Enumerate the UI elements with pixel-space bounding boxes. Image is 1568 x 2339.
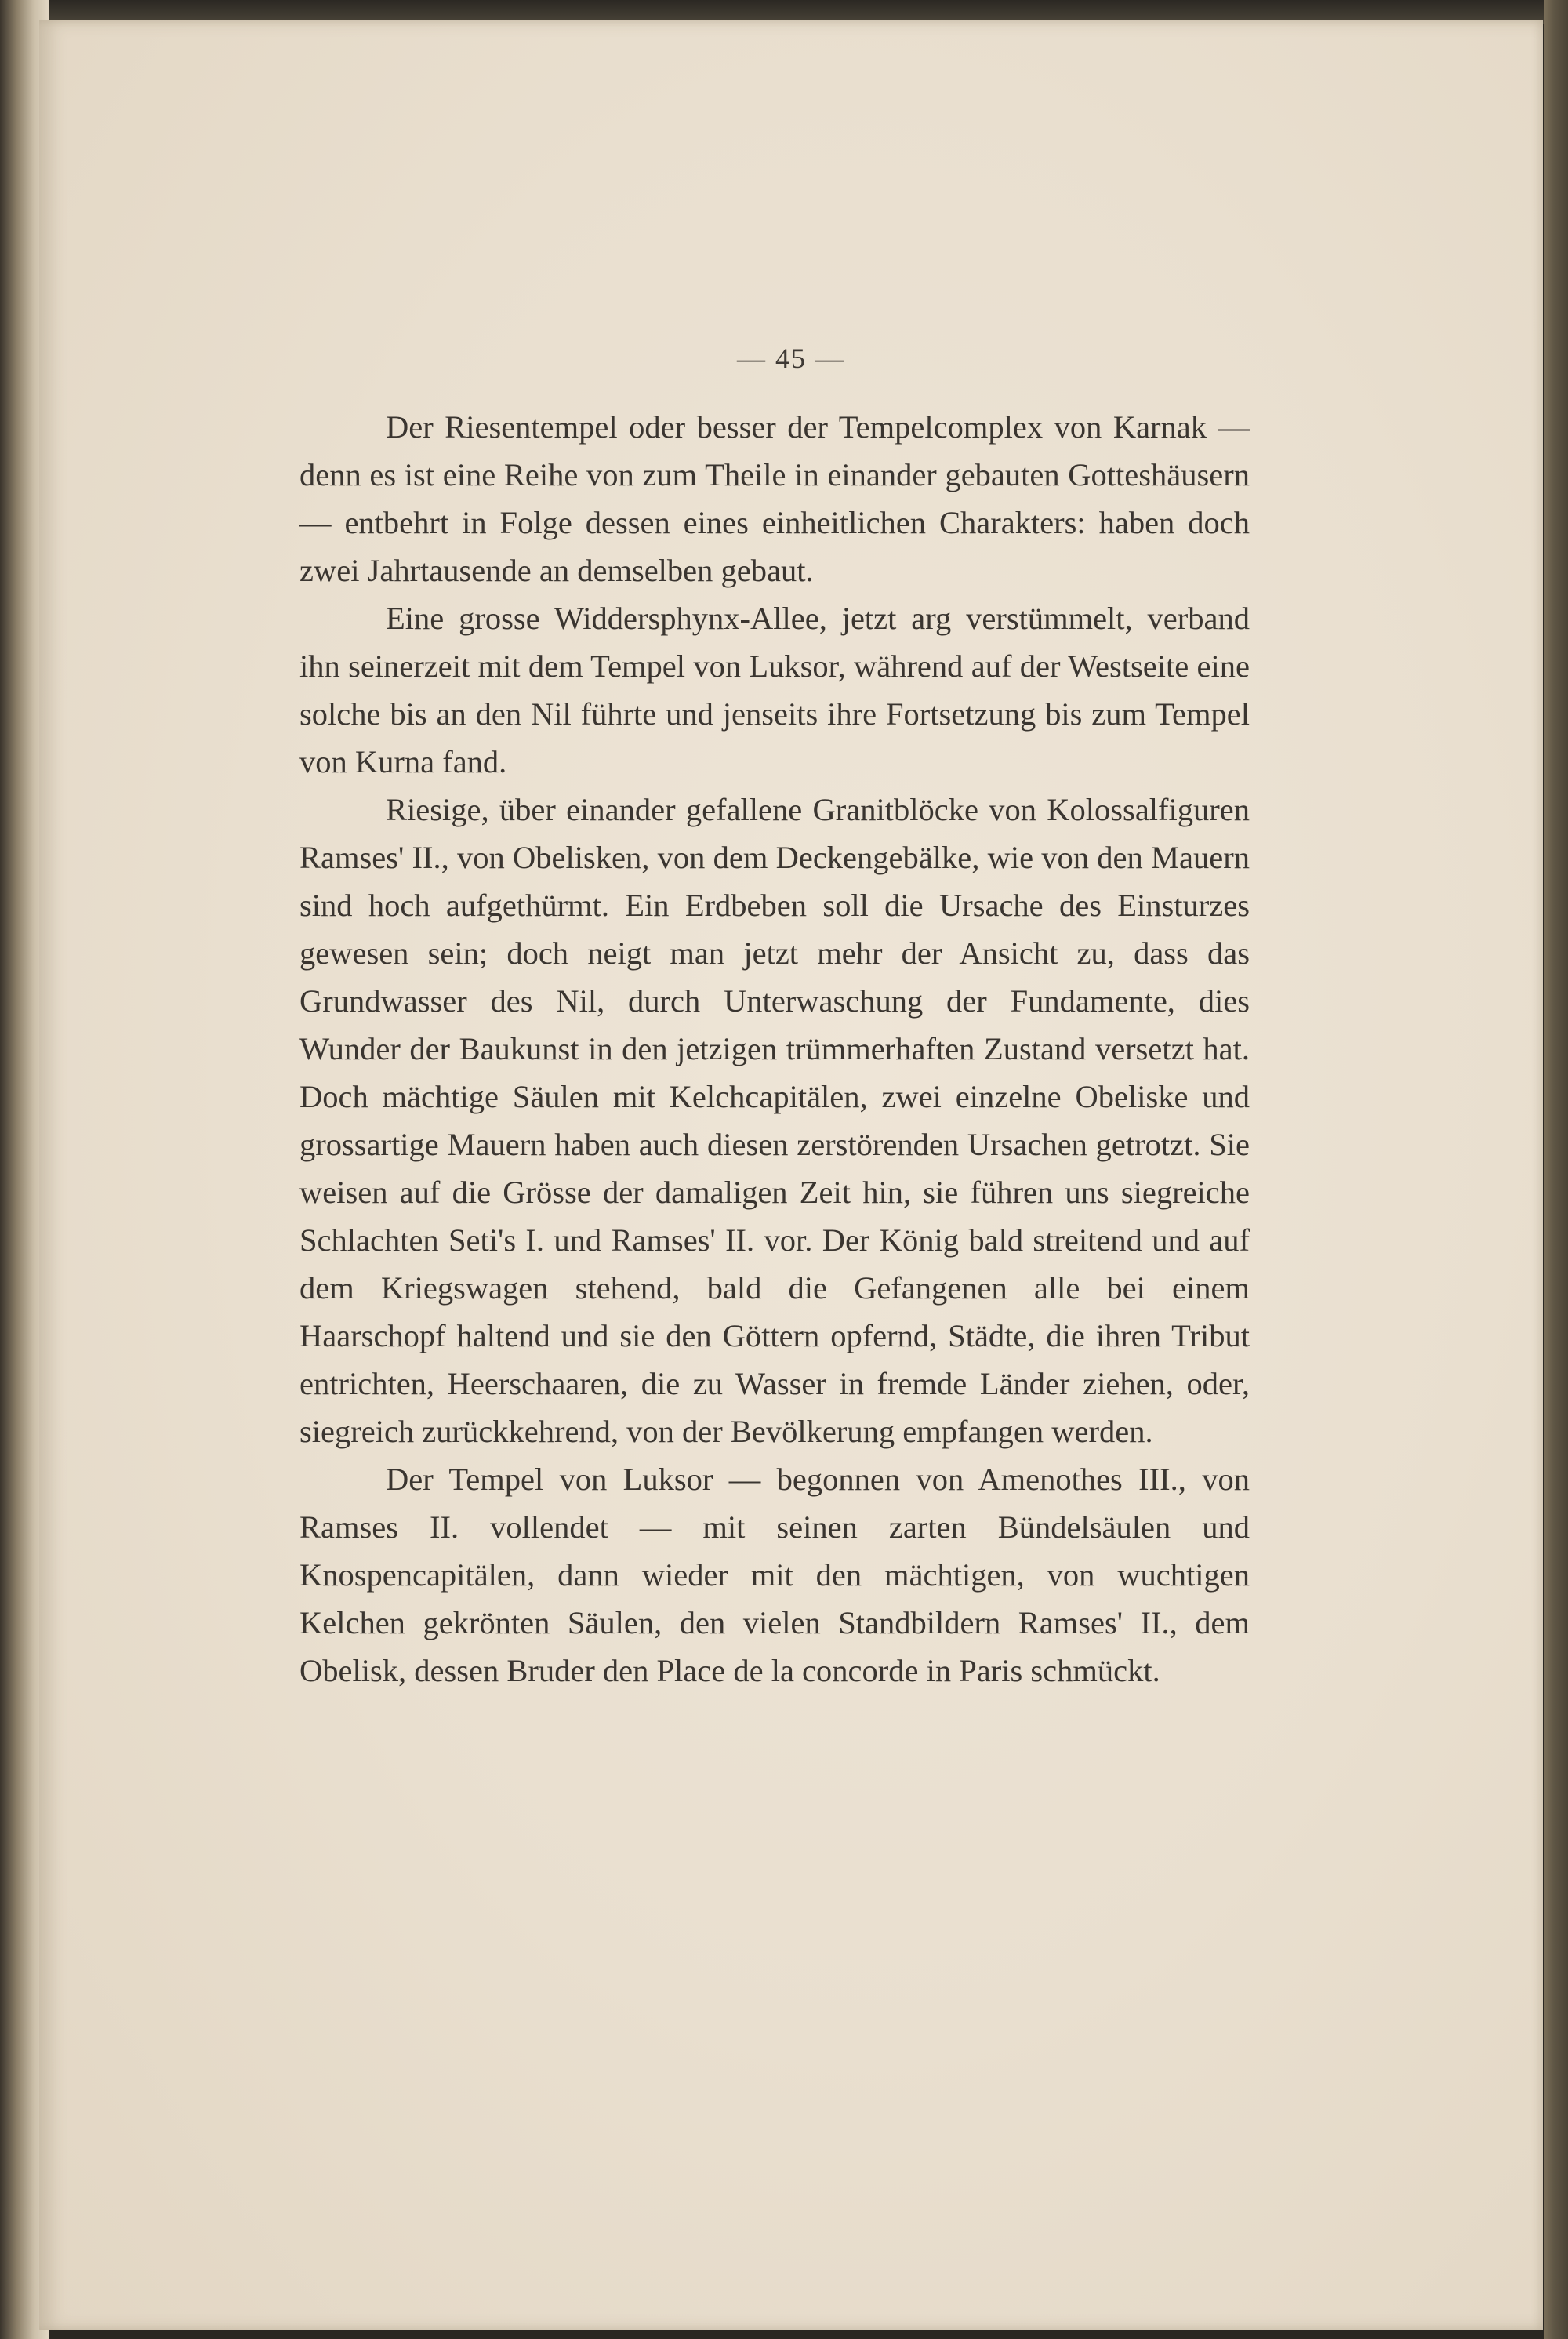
paragraph-sphinx-avenue: Eine grosse Widdersphynx-Allee, jetzt arg verstümmelt, verband ihn seinerzeit mit dem Tempel von Luksor, während auf der Westseite eine solche bis an den Nil führte und jenseits ihre Fortsetzung bis zum Tempel von Kurna fand. (299, 601, 1250, 779)
page-number: — 45 — (737, 343, 845, 374)
paragraph-luksor-temple: Der Tempel von Luksor — begonnen von Amenothes III., von Ramses II. vollendet — mit seinen zarten Bündelsäulen und Knospencapitälen, dann wieder mit den mächtigen, von wuchtigen Kelchen gekrönten Säulen, den vielen Standbildern Ramses' II., dem Obelisk, dessen Bruder den Place de la concorde in Paris schmückt. (299, 1462, 1250, 1688)
paragraph-karnak: Der Riesentempel oder besser der Tempelcomplex von Karnak — denn es ist eine Reihe von zum Theile in einander gebauten Gotteshäusern — entbehrt in Folge dessen eines einheitlichen Charakters: haben doch zwei Jahrtausende an demselben gebaut. (299, 409, 1250, 588)
book-cover-edge (1544, 0, 1568, 2339)
paragraph-ruins: Riesige, über einander gefallene Granitblöcke von Kolossalfiguren Ramses' II., von Obelisken, von dem Deckengebälke, wie von den Mauern sind hoch aufgethürmt. Ein Erdbeben soll die Ursache des Einsturzes gewesen sein; doch neigt man jetzt mehr der Ansicht zu, dass das Grundwasser des Nil, durch Unterwaschung der Fundamente, dies Wunder der Baukunst in den jetzigen trümmerhaften Zustand versetzt hat. Doch mächtige Säulen mit Kelchcapitälen, zwei einzelne Obeliske und grossartige Mauern haben auch diesen zerstörenden Ursachen getrotzt. Sie weisen auf die Grösse der damaligen Zeit hin, sie führen uns siegreiche Schlachten Seti's I. und Ramses' II. vor. Der König bald streitend und auf dem Kriegswagen stehend, bald die Gefangenen alle bei einem Haarschopf haltend und sie den Göttern opfernd, Städte, die ihren Tribut entrichten, Heerschaaren, die zu Wasser in fremde Länder ziehen, oder, siegreich zurückkehrend, von der Bevölkerung empfangen werden. (299, 792, 1250, 1449)
book-page (39, 20, 1543, 2330)
body-text (299, 403, 1250, 1694)
